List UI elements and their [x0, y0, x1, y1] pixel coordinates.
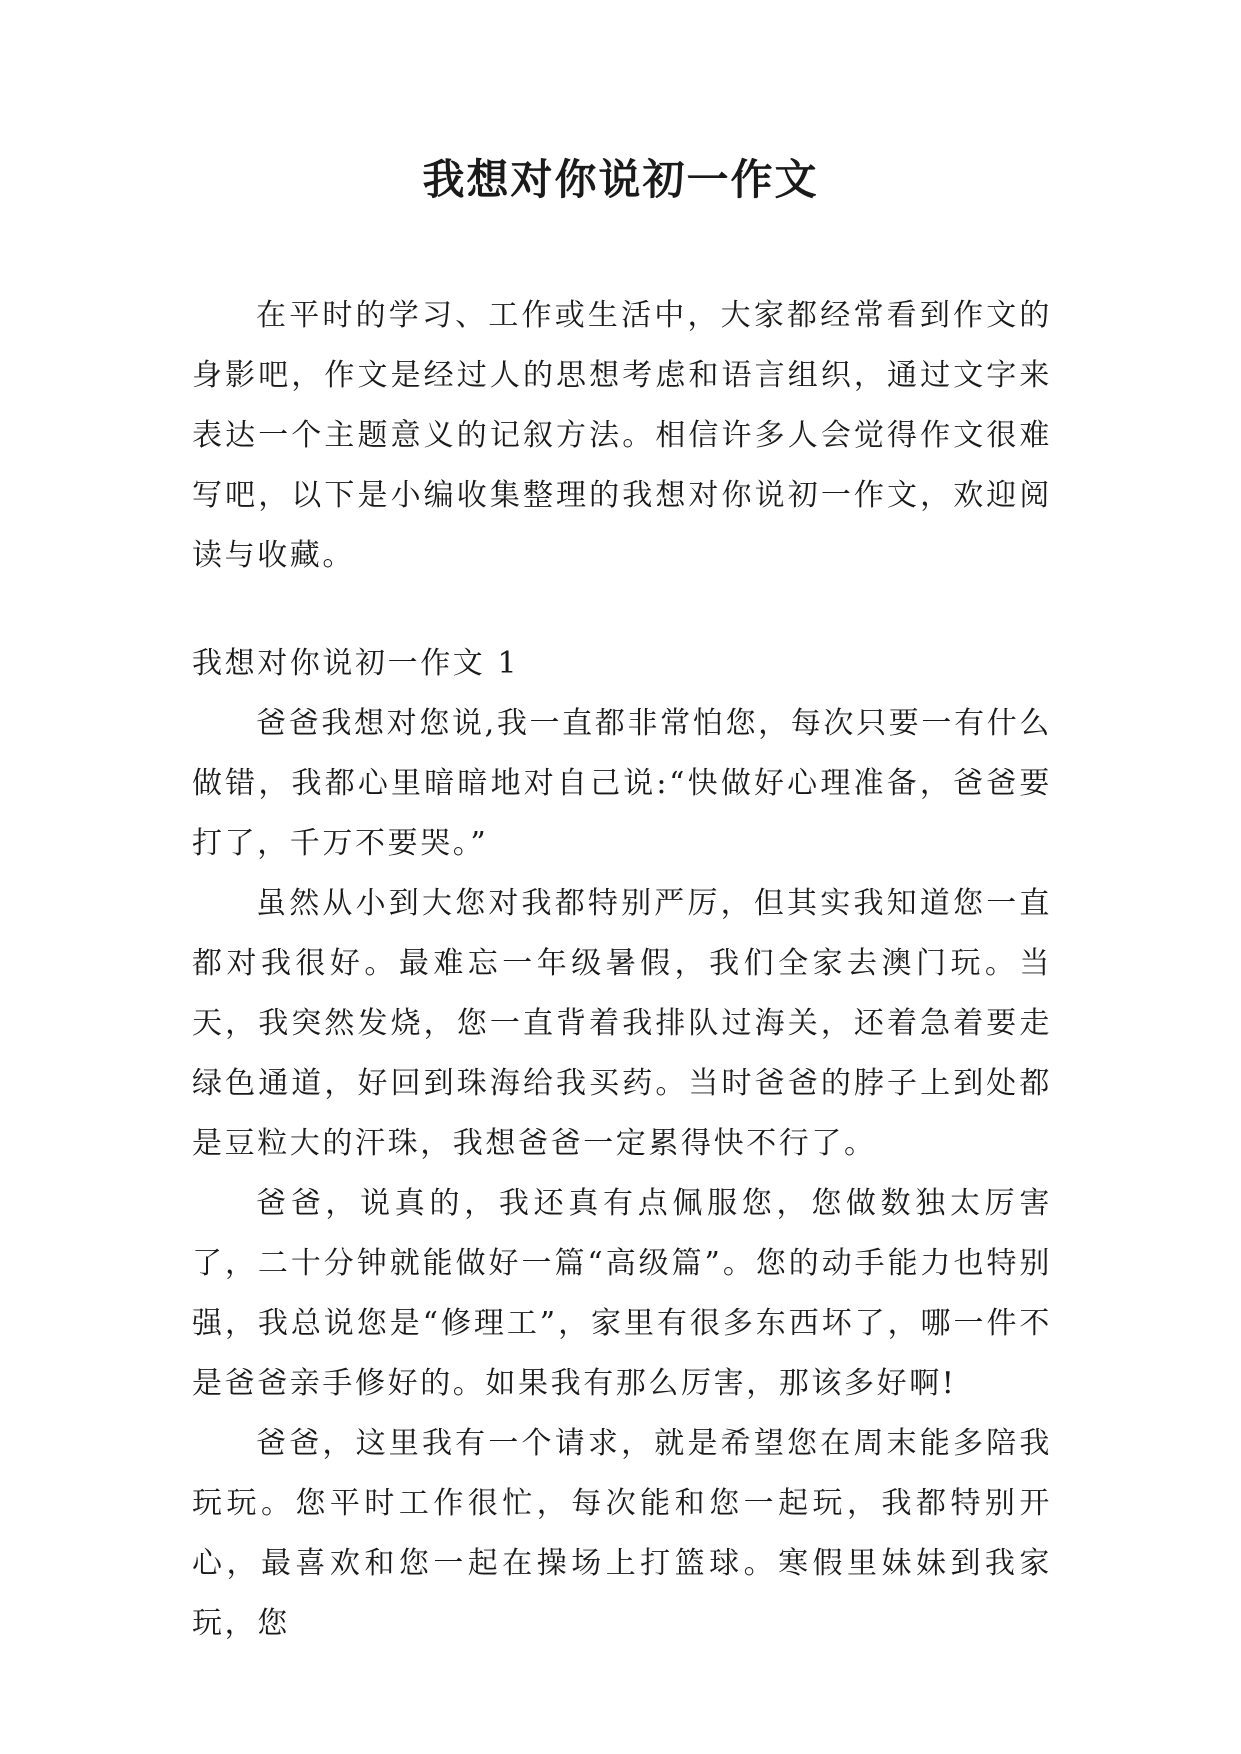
essay-paragraph: 爸爸，这里我有一个请求，就是希望您在周末能多陪我玩玩。您平时工作很忙，每次能和您一起玩，我都特别开心，最喜欢和您一起在操场上打篮球。寒假里妹妹到我家玩，您 — [192, 1426, 1052, 1641]
essay-paragraph: 虽然从小到大您对我都特别严厉，但其实我知道您一直都对我很好。最难忘一年级暑假，我们全家去澳门玩。当天，我突然发烧，您一直背着我排队过海关，还着急着要走绿色通道，好回到珠海给我买药。当时爸爸的脖子上到处都是豆粒大的汗珠，我想爸爸一定累得快不行了。 — [192, 886, 1052, 1161]
essay-paragraph: 爸爸我想对您说,我一直都非常怕您，每次只要一有什么做错，我都心里暗暗地对自己说:“快做好心理准备，爸爸要打了，千万不要哭。” — [192, 706, 1052, 861]
essay-heading: 我想对你说初一作文 1 — [192, 646, 520, 681]
page-title: 我想对你说初一作文 — [422, 155, 819, 204]
intro-paragraph: 在平时的学习、工作或生活中，大家都经常看到作文的身影吧，作文是经过人的思想考虑和语言组织，通过文字来表达一个主题意义的记叙方法。相信许多人会觉得作文很难写吧，以下是小编收集整理的我想对你说初一作文，欢迎阅读与收藏。 — [192, 298, 1052, 573]
essay-paragraph: 爸爸，说真的，我还真有点佩服您，您做数独太厉害了，二十分钟就能做好一篇“高级篇”。您的动手能力也特别强，我总说您是“修理工”，家里有很多东西坏了，哪一件不是爸爸亲手修好的。如果我有那么厉害，那该多好啊! — [192, 1186, 1052, 1401]
essay-section — [192, 634, 1052, 1654]
